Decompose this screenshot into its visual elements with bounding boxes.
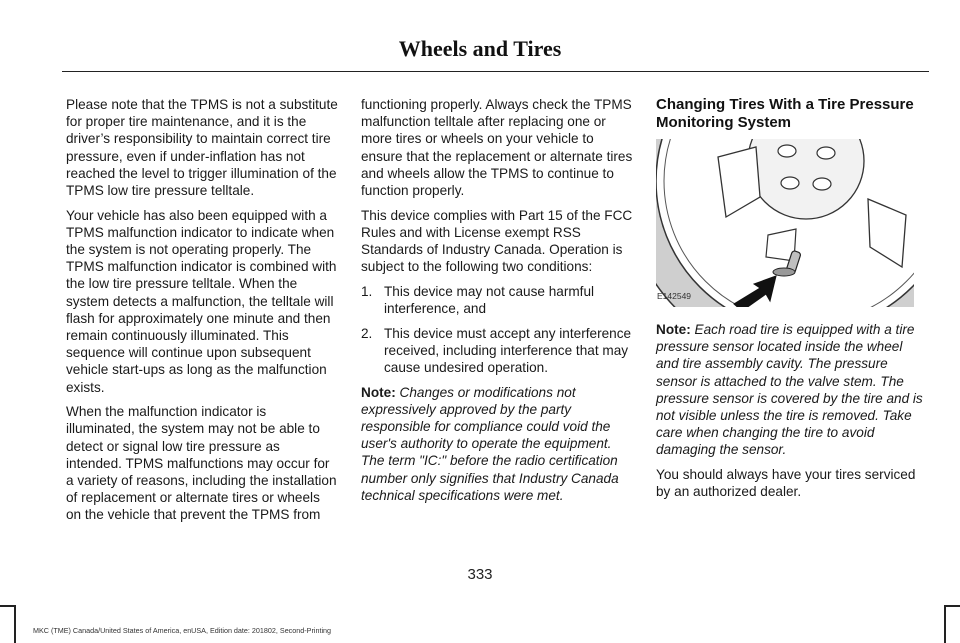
paragraph: You should always have your tires serviced by an authorized dealer. [656,467,916,500]
paragraph: Please note that the TPMS is not a substitute for proper tire maintenance, and it is the driver’s responsibility to maintain correct tire pressure, even if under-inflation has not reached the level to trigger illumination of the TPMS low tire pressure telltale. [66,97,338,199]
conditions-list [361,283,633,376]
note-text: Each road tire is equipped with a tire pressure sensor located inside the wheel and tire assembly cavity. The pressure sensor is attached to the valve stem. The pressure sensor is covered by the tire and is not visible unless the tire is removed. Take care when changing the tire to avoid damaging the sensor. [656,322,923,458]
lug-nut [778,145,796,157]
column-1 [66,96,338,531]
header-rule [62,71,929,72]
list-item-text: This device may not cause harmful interference, and [384,283,595,317]
paragraph: functioning properly. Always check the TPMS malfunction telltale after replacing one or more tires or wheels on your vehicle to ensure that the replacement or alternate tires and wheels allow the TPMS to continue to function properly. [361,97,633,199]
list-item [361,283,633,317]
column-2 [361,96,633,511]
list-item-number: 2. [361,325,373,341]
wheel-valve-stem-illustration [656,139,914,307]
edition-footer: MKC (TME) Canada/United States of America, enUSA, Edition date: 201802, Second-Printing [33,626,332,635]
page-number: 333 [467,566,493,583]
list-item-number: 1. [361,283,373,299]
list-item-text: This device must accept any interference received, including interference that may cause undesired operation. [384,325,632,376]
lug-nut [813,178,831,190]
page-title: Wheels and Tires [398,36,562,61]
crop-mark [945,605,960,607]
column-3 [656,96,928,508]
valve-base [773,268,795,276]
lug-nut [781,177,799,189]
note-label: Note: [361,384,396,400]
crop-mark [944,605,946,643]
paragraph: Your vehicle has also been equipped with a TPMS malfunction indicator to indicate when the system is not operating properly. The TPMS malfunction indicator is combined with the low tire pressure telltale. When the system detects a malfunction, the telltale will flash for approximately one minute and then remain continuously illuminated. This sequence will continue upon subsequent vehicle start-ups as long as the malfunction exists. [66,207,337,395]
lug-nut [817,147,835,159]
note-text: Changes or modifications not expressively approved by the party responsible for compliance could void the user's authority to operate the equipment. The term "IC:" before the radio certification number only signifies that Industry Canada technical specifications were met. [361,384,619,503]
crop-mark [14,605,16,643]
section-heading: Changing Tires With a Tire Pressure Monitoring System [656,96,914,131]
crop-mark [0,605,14,607]
figure-code: E142549 [657,290,692,301]
wheel-illustration-figure [656,139,914,307]
note-label: Note: [656,322,691,337]
fcc-note [361,384,633,504]
paragraph: When the malfunction indicator is illuminated, the system may not be able to detect or signal low tire pressure as intended. TPMS malfunctions may occur for a variety of reasons, including the installation of replacement or alternate tires or wheels on the vehicle that prevent the TPMS from [66,404,337,523]
paragraph: This device complies with Part 15 of the FCC Rules and with License exempt RSS Standards of Industry Canada. Operation is subject to the following two conditions: [361,207,633,275]
list-item [361,325,633,377]
sensor-note [656,321,928,459]
